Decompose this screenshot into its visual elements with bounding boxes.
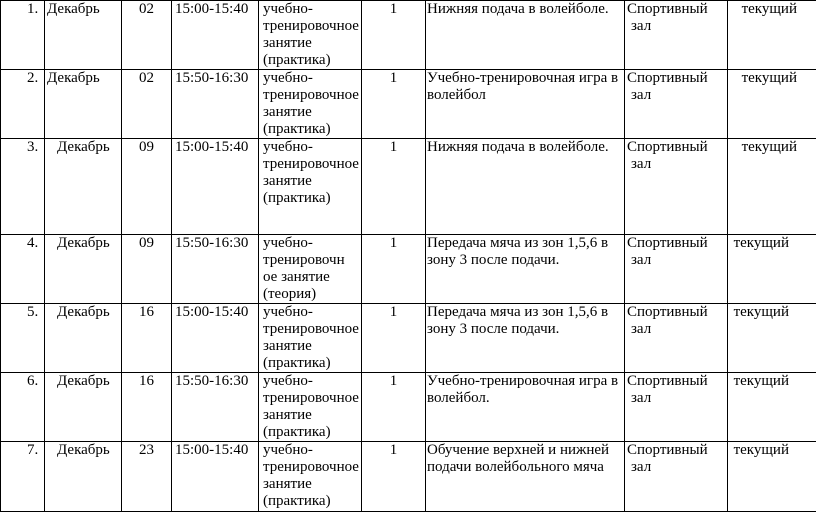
- lesson-type: учебно- тренировочн ое занятие (теория): [259, 235, 362, 304]
- row-number: 2.: [1, 70, 45, 139]
- control-type: текущий: [728, 373, 816, 442]
- row-number: 1.: [1, 1, 45, 70]
- day: 16: [122, 304, 172, 373]
- hours: 1: [362, 373, 426, 442]
- lesson-type: учебно- тренировочное занятие (практика): [259, 442, 362, 512]
- place: Спортивный зал: [625, 1, 728, 70]
- topic: Нижняя подача в волейболе.: [426, 1, 625, 70]
- table-row: [1, 1, 816, 70]
- row-number: 3.: [1, 139, 45, 235]
- topic: Передача мяча из зон 1,5,6 в зону 3 после подачи.: [426, 235, 625, 304]
- control-type: текущий: [728, 235, 816, 304]
- month: Декабрь: [45, 70, 122, 139]
- place: Спортивный зал: [625, 442, 728, 512]
- topic: Передача мяча из зон 1,5,6 в зону 3 после подачи.: [426, 304, 625, 373]
- control-type: текущий: [728, 70, 816, 139]
- control-type: текущий: [728, 1, 816, 70]
- time: 15:00-15:40: [172, 304, 259, 373]
- lesson-type: учебно- тренировочное занятие (практика): [259, 1, 362, 70]
- control-type: текущий: [728, 442, 816, 512]
- table-row: [1, 70, 816, 139]
- place: Спортивный зал: [625, 70, 728, 139]
- hours: 1: [362, 304, 426, 373]
- day: 23: [122, 442, 172, 512]
- time: 15:50-16:30: [172, 235, 259, 304]
- place: Спортивный зал: [625, 304, 728, 373]
- day: 09: [122, 235, 172, 304]
- month: Декабрь: [45, 304, 122, 373]
- day: 16: [122, 373, 172, 442]
- table-row: [1, 139, 816, 235]
- lesson-type: учебно- тренировочное занятие (практика): [259, 373, 362, 442]
- month: Декабрь: [45, 442, 122, 512]
- hours: 1: [362, 442, 426, 512]
- control-type: текущий: [728, 304, 816, 373]
- hours: 1: [362, 1, 426, 70]
- month: Декабрь: [45, 373, 122, 442]
- time: 15:00-15:40: [172, 139, 259, 235]
- lesson-type: учебно- тренировочное занятие (практика): [259, 139, 362, 235]
- row-number: 5.: [1, 304, 45, 373]
- topic: Учебно-тренировочная игра в волейбол.: [426, 373, 625, 442]
- row-number: 6.: [1, 373, 45, 442]
- month: Декабрь: [45, 139, 122, 235]
- lesson-type: учебно- тренировочное занятие (практика): [259, 304, 362, 373]
- row-number: 4.: [1, 235, 45, 304]
- place: Спортивный зал: [625, 373, 728, 442]
- control-type: текущий: [728, 139, 816, 235]
- day: 02: [122, 1, 172, 70]
- month: Декабрь: [45, 1, 122, 70]
- hours: 1: [362, 70, 426, 139]
- time: 15:50-16:30: [172, 373, 259, 442]
- time: 15:00-15:40: [172, 1, 259, 70]
- table-row: [1, 304, 816, 373]
- time: 15:00-15:40: [172, 442, 259, 512]
- day: 09: [122, 139, 172, 235]
- topic: Нижняя подача в волейболе.: [426, 139, 625, 235]
- table-row: [1, 235, 816, 304]
- hours: 1: [362, 235, 426, 304]
- topic: Учебно-тренировочная игра в волейбол: [426, 70, 625, 139]
- time: 15:50-16:30: [172, 70, 259, 139]
- day: 02: [122, 70, 172, 139]
- lesson-type: учебно- тренировочное занятие (практика): [259, 70, 362, 139]
- month: Декабрь: [45, 235, 122, 304]
- hours: 1: [362, 139, 426, 235]
- topic: Обучение верхней и нижней подачи волейбольного мяча: [426, 442, 625, 512]
- table-row: [1, 442, 816, 512]
- place: Спортивный зал: [625, 139, 728, 235]
- table-row: [1, 373, 816, 442]
- place: Спортивный зал: [625, 235, 728, 304]
- row-number: 7.: [1, 442, 45, 512]
